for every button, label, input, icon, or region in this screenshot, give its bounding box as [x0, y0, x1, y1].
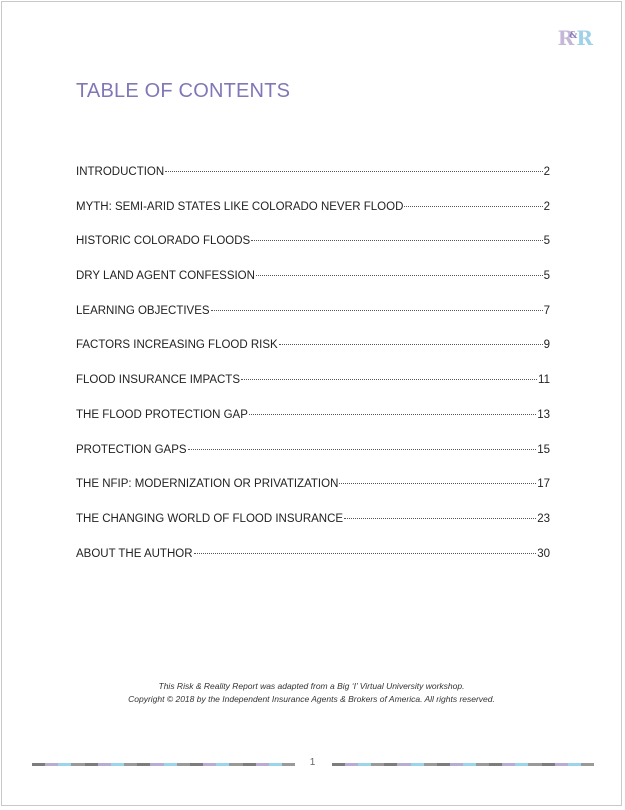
toc-entry-page: 9 [543, 339, 550, 352]
dot-leader [256, 275, 543, 276]
toc-entry-label: FACTORS INCREASING FLOOD RISK [76, 339, 278, 352]
rr-logo: R&R [557, 26, 589, 50]
toc-entry-label: LEARNING OBJECTIVES [76, 304, 210, 317]
toc-entry-historic-floods[interactable] [76, 235, 550, 270]
footer-bar-right [332, 763, 594, 766]
dot-leader [194, 553, 537, 554]
dot-leader [165, 171, 542, 172]
toc-entry-page: 15 [537, 443, 550, 456]
toc-entry-page: 2 [543, 166, 550, 178]
page-number: 1 [309, 757, 316, 768]
toc-entry-page: 13 [537, 408, 550, 421]
toc-entry-label: INTRODUCTION [76, 166, 165, 178]
toc-entry-myth[interactable] [76, 201, 550, 236]
dot-leader [404, 206, 542, 207]
toc-entry-page: 30 [537, 547, 550, 560]
toc-entry-label: PROTECTION GAPS [76, 443, 187, 456]
toc-entry-protection-gap[interactable] [76, 409, 550, 444]
toc-entry-page: 17 [537, 478, 550, 491]
toc-entry-nfip[interactable] [76, 478, 550, 513]
dot-leader [188, 449, 537, 450]
table-of-contents [76, 166, 550, 582]
toc-entry-page: 11 [538, 374, 550, 387]
toc-entry-page: 23 [537, 512, 550, 525]
dot-leader [241, 379, 537, 380]
toc-entry-page: 7 [543, 304, 550, 317]
toc-entry-flood-risk-factors[interactable] [76, 339, 550, 374]
toc-entry-label: HISTORIC COLORADO FLOODS [76, 235, 251, 248]
toc-entry-label: DRY LAND AGENT CONFESSION [76, 270, 255, 283]
toc-entry-label: THE CHANGING WORLD OF FLOOD INSURANCE [76, 512, 344, 525]
toc-entry-page: 2 [543, 200, 550, 213]
toc-entry-changing-world[interactable] [76, 513, 550, 548]
footer-line-1: This Risk & Reality Report was adapted from a Big ‘I’ Virtual University workshop. [158, 681, 465, 691]
toc-entry-label: THE NFIP: MODERNIZATION OR PRIVATIZATION [76, 478, 339, 491]
dot-leader [211, 310, 543, 311]
toc-entry-page: 5 [543, 235, 550, 248]
toc-entry-page: 5 [543, 270, 550, 283]
dot-leader [339, 483, 536, 484]
toc-entry-label: ABOUT THE AUTHOR [76, 547, 193, 560]
toc-entry-insurance-impacts[interactable] [76, 374, 550, 409]
toc-entry-learning-objectives[interactable] [76, 305, 550, 340]
toc-entry-about-author[interactable] [76, 548, 550, 583]
toc-entry-protection-gaps[interactable] [76, 444, 550, 479]
dot-leader [251, 240, 542, 241]
dot-leader [279, 344, 543, 345]
footer-line-2: Copyright © 2018 by the Independent Insurance Agents & Brokers of America. All rights reserved. [128, 694, 495, 704]
page-title: TABLE OF CONTENTS [76, 80, 291, 102]
toc-entry-label: THE FLOOD PROTECTION GAP [76, 408, 248, 421]
copyright-note [2, 680, 621, 706]
toc-entry-introduction[interactable] [76, 166, 550, 201]
toc-entry-label: FLOOD INSURANCE IMPACTS [76, 374, 240, 387]
dot-leader [249, 414, 536, 415]
dot-leader [344, 518, 536, 519]
toc-entry-agent-confession[interactable] [76, 270, 550, 305]
document-page [1, 1, 622, 806]
toc-entry-label: MYTH: SEMI-ARID STATES LIKE COLORADO NEVER FLOOD [76, 200, 404, 213]
